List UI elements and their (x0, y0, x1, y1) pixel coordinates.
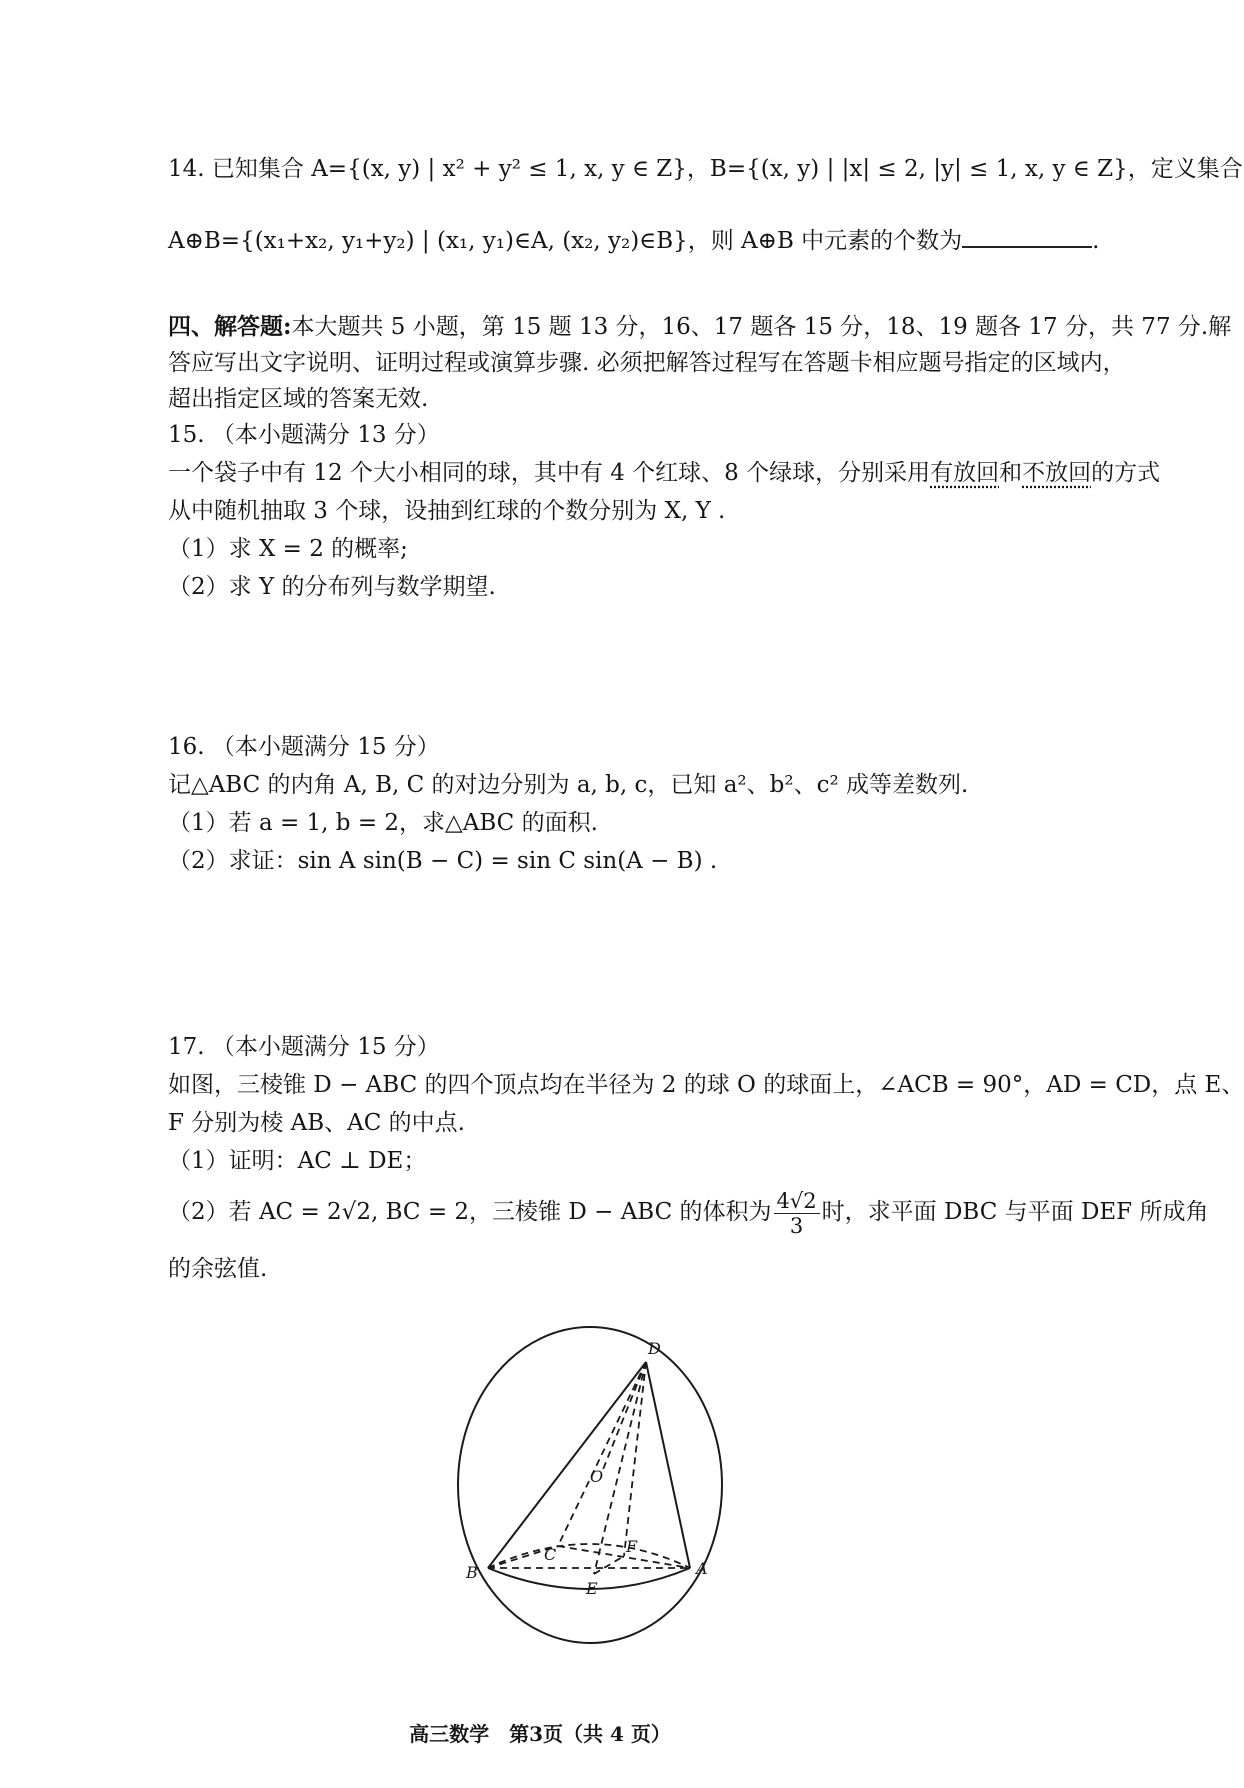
q15-line-1 (168, 456, 1161, 490)
q16-part-1: （1）若 a = 1, b = 2，求△ABC 的面积. (168, 810, 598, 836)
q14-line-2-text: A⊕B={(x₁+x₂, y₁+y₂) | (x₁, y₁)∈A, (x₂, y₂)∈B}，则 A⊕B 中元素的个数为 (168, 228, 963, 254)
q15-line-2: 从中随机抽取 3 个球，设抽到红球的个数分别为 X, Y . (168, 498, 726, 524)
q15-header: 15. （本小题满分 13 分） (168, 422, 440, 448)
volume-fraction (774, 1189, 820, 1238)
edge-DB (488, 1362, 646, 1568)
q17-line-2: F 分别为棱 AB、AC 的中点. (168, 1110, 465, 1136)
page-footer: 高三数学 第3页（共 4 页） (409, 1722, 671, 1746)
label-O: O (590, 1467, 604, 1486)
segment-DO (602, 1362, 646, 1472)
q16-line-1: 记△ABC 的内角 A, B, C 的对边分别为 a, b, c，已知 a²、b²、c² 成等差数列. (168, 772, 969, 798)
edge-DC (558, 1362, 646, 1546)
q17-header: 17. （本小题满分 15 分） (168, 1034, 440, 1060)
q17-part-2 (168, 1182, 1209, 1242)
section-4-intro-text: 本大题共 5 小题，第 15 题 13 分，16、17 题各 15 分，18、19 题各 17 分，共 77 分.解 (291, 314, 1232, 340)
q17-last-line: 的余弦值. (168, 1256, 268, 1282)
edge-CA (558, 1546, 690, 1568)
fraction-numerator: 4√2 (774, 1189, 820, 1214)
q14-line-1: 14. 已知集合 A={(x, y) | x² + y² ≤ 1, x, y ∈ Z}，B={(x, y) | |x| ≤ 2, |y| ≤ 1, x, y ∈ Z}，定义集合 (168, 156, 1243, 182)
label-A: A (696, 1559, 708, 1578)
q15-part-2: （2）求 Y 的分布列与数学期望. (168, 574, 496, 600)
section-4-line-2: 答应写出文字说明、证明过程或演算步骤. 必须把解答过程写在答题卡相应题号指定的区域内， (168, 350, 1126, 376)
q15-and: 和 (999, 460, 1023, 486)
q17-part-2-a: （2）若 AC = 2√2, BC = 2，三棱锥 D − ABC 的体积为 (168, 1199, 772, 1225)
segment-DF (624, 1362, 646, 1556)
section-4-heading: 四、解答题: (168, 313, 292, 340)
q15-part-1: （1）求 X = 2 的概率; (168, 536, 408, 562)
segment-EF (594, 1556, 624, 1574)
edge-DA (646, 1362, 690, 1568)
sphere-tetrahedron-figure (440, 1310, 740, 1650)
q17-line-1: 如图，三棱锥 D − ABC 的四个顶点均在半径为 2 的球 O 的球面上，∠ACB = 90°，AD = CD，点 E、 (168, 1072, 1244, 1098)
label-E: E (586, 1579, 598, 1598)
q15-emph-without-replacement: 不放回 (1022, 460, 1092, 486)
q16-part-2: （2）求证：sin A sin(B − C) = sin C sin(A − B) . (168, 848, 718, 874)
q15-line-1-b: 的方式 (1091, 460, 1161, 486)
q17-part-1: （1）证明：AC ⊥ DE； (168, 1148, 427, 1174)
section-4-intro (168, 310, 1232, 344)
label-D: D (648, 1339, 661, 1358)
q15-line-1-a: 一个袋子中有 12 个大小相同的球，其中有 4 个红球、8 个绿球，分别采用 (168, 460, 931, 486)
q14-line-2-end: . (1092, 228, 1100, 254)
section-4-line-3: 超出指定区域的答案无效. (168, 386, 429, 412)
section-circle-back (488, 1544, 690, 1568)
fraction-denominator: 3 (789, 1213, 804, 1238)
q15-emph-with-replacement: 有放回 (930, 460, 1000, 486)
label-F: F (626, 1537, 638, 1556)
label-B: B (466, 1563, 478, 1582)
q14-line-2 (168, 224, 1100, 258)
q17-part-2-b: 时，求平面 DBC 与平面 DEF 所成角 (821, 1199, 1209, 1225)
answer-blank (962, 224, 1092, 248)
q16-header: 16. （本小题满分 15 分） (168, 734, 440, 760)
label-C: C (544, 1545, 557, 1564)
